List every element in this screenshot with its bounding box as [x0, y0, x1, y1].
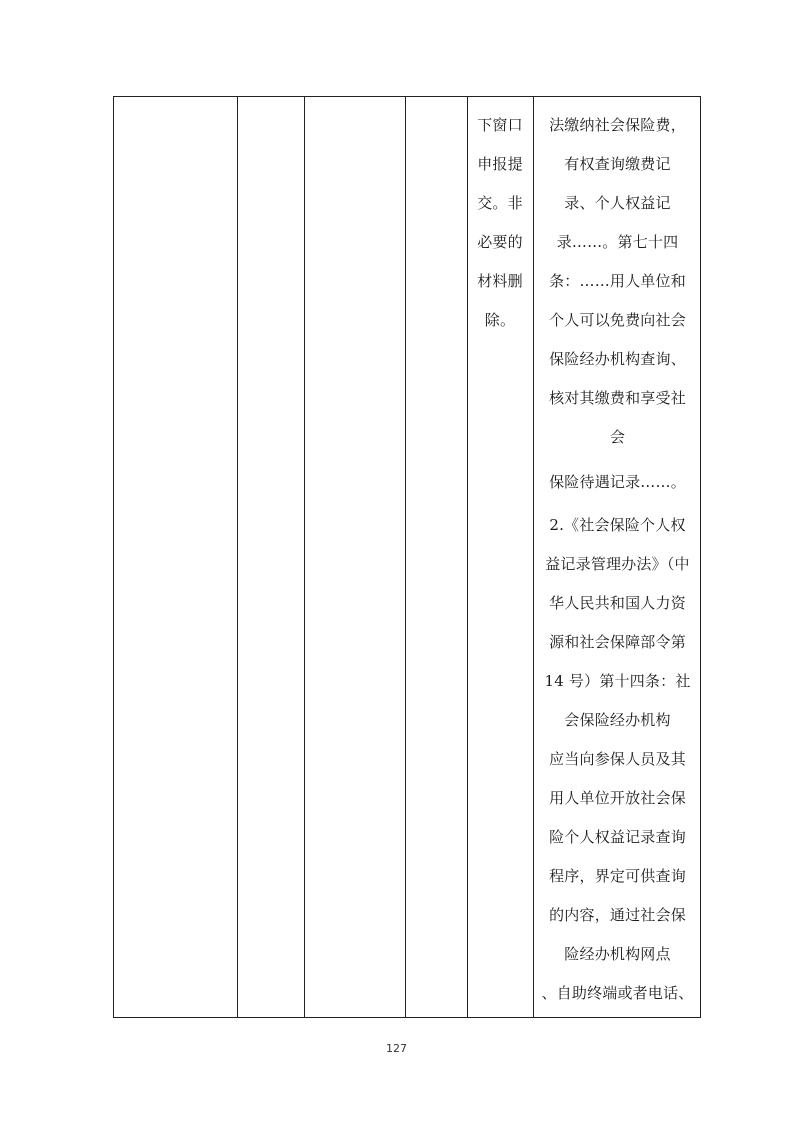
legal-basis-line: 保险待遇记录……。 — [549, 473, 686, 491]
materials-note-line: 交。非 — [477, 194, 523, 212]
legal-basis-line: 14 号）第十四条：社 — [544, 672, 691, 690]
materials-note-line: 下窗口 — [477, 116, 523, 134]
legal-basis-line: 程序，界定可供查询 — [549, 867, 686, 885]
legal-basis-line: 华人民共和国人力资 — [549, 594, 686, 612]
column-divider — [405, 97, 406, 1017]
legal-basis-line: 法缴纳社会保险费， — [549, 116, 686, 134]
legal-basis-line: 会 — [609, 428, 626, 446]
column-divider — [237, 97, 238, 1017]
legal-basis-line: 险个人权益记录查询 — [549, 828, 686, 846]
legal-basis-line: 个人可以免费向社会 — [549, 311, 686, 329]
legal-basis-line: 险经办机构网点 — [564, 945, 671, 963]
regulation-table — [113, 96, 701, 1018]
page-number: 127 — [386, 1042, 407, 1055]
legal-basis-line: 的内容，通过社会保 — [549, 906, 686, 924]
legal-basis-line: 、自助终端或者电话、 — [541, 984, 694, 1002]
legal-basis-line: 用人单位开放社会保 — [549, 789, 686, 807]
legal-basis-line: 保险经办机构查询、 — [549, 350, 686, 368]
materials-note-line: 申报提 — [477, 155, 523, 173]
materials-note-line: 必要的 — [477, 233, 523, 251]
materials-note-cell — [467, 97, 533, 1017]
legal-basis-line: 核对其缴费和享受社 — [549, 389, 686, 407]
materials-note-line: 除。 — [484, 311, 516, 329]
legal-basis-line: 应当向参保人员及其 — [549, 750, 686, 768]
legal-basis-line: 会保险经办机构 — [564, 711, 671, 729]
legal-basis-line: 源和社会保障部令第 — [549, 633, 686, 651]
legal-basis-line: 有权查询缴费记 — [564, 155, 671, 173]
legal-basis-line: 录、个人权益记 — [564, 194, 671, 212]
materials-note-line: 材料删 — [477, 272, 523, 290]
legal-basis-line: 2.《社会保险个人权 — [549, 516, 686, 534]
legal-basis-line: 条：……用人单位和 — [549, 272, 686, 290]
legal-basis-line: 录……。第七十四 — [556, 233, 679, 251]
legal-basis-cell — [533, 97, 702, 1017]
legal-basis-line: 益记录管理办法》（中 — [545, 555, 690, 573]
column-divider — [304, 97, 305, 1017]
